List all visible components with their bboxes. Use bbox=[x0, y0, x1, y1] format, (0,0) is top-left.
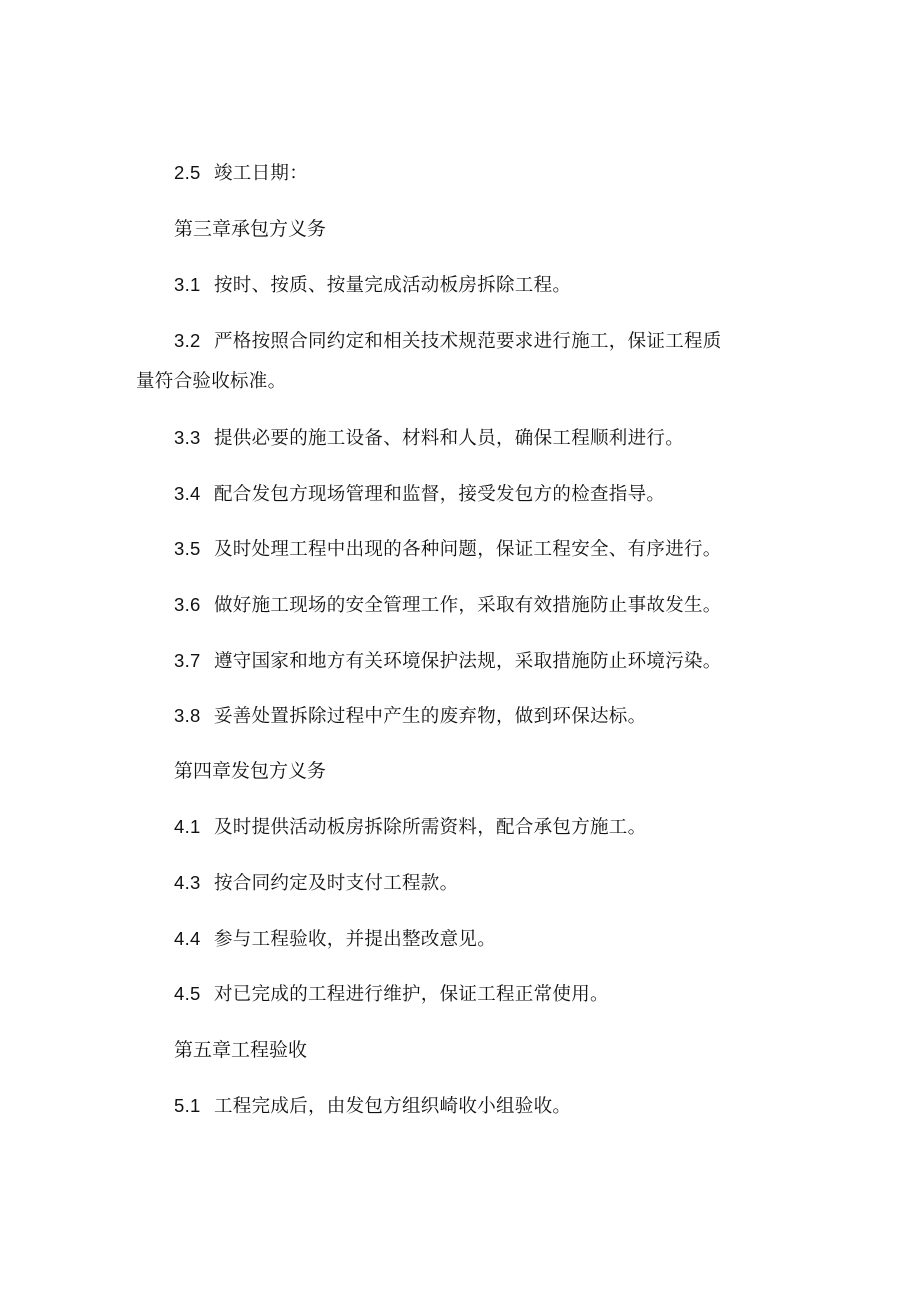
clause-3-2 bbox=[174, 330, 834, 353]
clause-text: 严格按照合同约定和相关技术规范要求进行施工，保证工程质 bbox=[214, 331, 722, 352]
clause-text: 及时处理工程中出现的各种问题，保证工程安全、有序进行。 bbox=[214, 539, 722, 560]
clause-4-1 bbox=[174, 816, 834, 839]
clause-number: 3.5 bbox=[174, 538, 201, 559]
clause-number: 5.1 bbox=[174, 1095, 201, 1116]
clause-3-1 bbox=[174, 274, 834, 297]
clause-text: 妥善处置拆除过程中产生的废弃物，做到环保达标。 bbox=[214, 706, 647, 727]
clause-3-4 bbox=[174, 483, 834, 506]
clause-text: 按合同约定及时支付工程款。 bbox=[214, 873, 459, 894]
chapter-5-heading: 第五章工程验收 bbox=[174, 1039, 308, 1061]
clause-3-2-continuation: 量符合验收标准。 bbox=[136, 371, 287, 392]
clause-text: 按时、按质、按量完成活动板房拆除工程。 bbox=[214, 275, 572, 296]
clause-number: 3.7 bbox=[174, 650, 201, 671]
clause-text: 参与工程验收，并提出整改意见。 bbox=[214, 929, 497, 950]
clause-text: 竣工日期： bbox=[214, 163, 309, 184]
clause-3-8 bbox=[174, 705, 834, 728]
clause-3-3 bbox=[174, 427, 834, 450]
clause-text: 提供必要的施工设备、材料和人员，确保工程顺利进行。 bbox=[214, 428, 685, 449]
clause-number: 4.3 bbox=[174, 872, 201, 893]
clause-4-4 bbox=[174, 928, 834, 951]
clause-number: 4.4 bbox=[174, 928, 201, 949]
clause-number: 4.1 bbox=[174, 816, 201, 837]
clause-number: 3.8 bbox=[174, 705, 201, 726]
clause-number: 3.6 bbox=[174, 594, 201, 615]
clause-3-5 bbox=[174, 538, 834, 561]
clause-number: 2.5 bbox=[174, 162, 201, 183]
clause-2-5 bbox=[174, 162, 834, 185]
clause-3-6 bbox=[174, 594, 834, 617]
clause-number: 3.4 bbox=[174, 483, 201, 504]
clause-number: 3.2 bbox=[174, 330, 201, 351]
clause-text: 配合发包方现场管理和监督，接受发包方的检查指导。 bbox=[214, 484, 666, 505]
clause-number: 3.3 bbox=[174, 427, 201, 448]
clause-4-5 bbox=[174, 983, 834, 1006]
chapter-4-heading: 第四章发包方义务 bbox=[174, 760, 327, 782]
chapter-3-heading: 第三章承包方义务 bbox=[174, 218, 327, 240]
clause-4-3 bbox=[174, 872, 834, 895]
clause-3-7 bbox=[174, 650, 834, 673]
clause-text: 对已完成的工程进行维护，保证工程正常使用。 bbox=[214, 984, 609, 1005]
clause-number: 3.1 bbox=[174, 274, 201, 295]
clause-number: 4.5 bbox=[174, 983, 201, 1004]
clause-5-1 bbox=[174, 1095, 834, 1118]
clause-text: 做好施工现场的安全管理工作，采取有效措施防止事故发生。 bbox=[214, 595, 722, 616]
clause-text: 及时提供活动板房拆除所需资料，配合承包方施工。 bbox=[214, 817, 647, 838]
clause-text: 遵守国家和地方有关环境保护法规，采取措施防止环境污染。 bbox=[214, 651, 722, 672]
clause-text: 工程完成后，由发包方组织崎收小组验收。 bbox=[214, 1096, 572, 1117]
